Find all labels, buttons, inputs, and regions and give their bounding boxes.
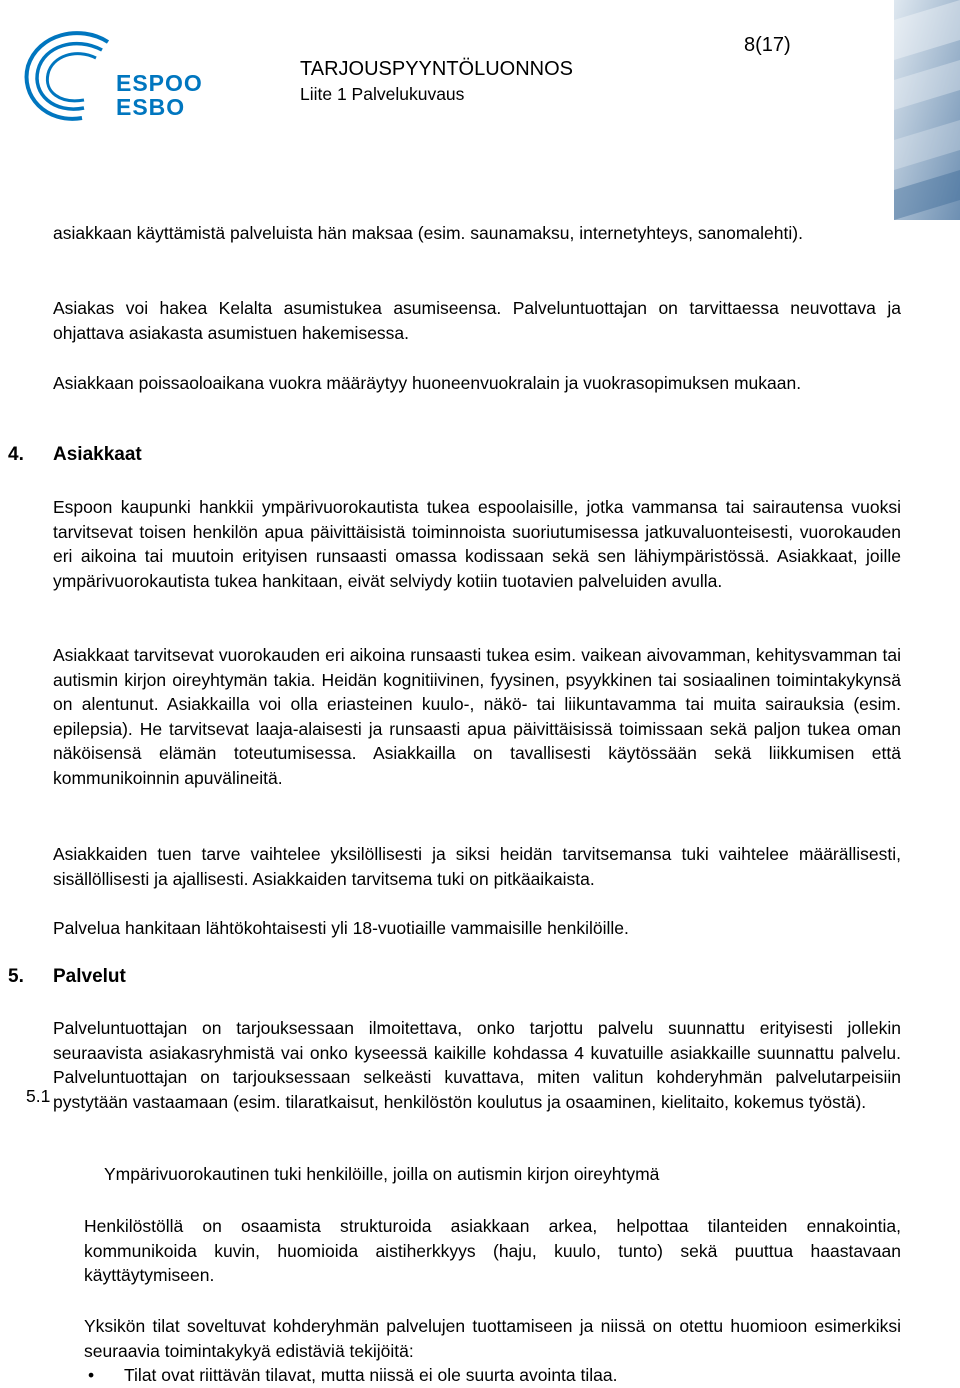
paragraph-services-offer: Palveluntuottajan on tarjouksessaan ilmoitettava, onko tarjottu palvelu suunnattu erityisesti jollekin seuraavista asiakasryhmistä vai onko kyseessä kaikille kohdassa 4 kuvatuille asiakkaille suunnattu palvelu. Palveluntuottajan on tarjouksessaan selkeästi kuvattava, miten valitun kohderyhmän palvelutarpeisiin pystytään vastaamaan (esim. tilaratkaisut, henkilöstön koulutus ja osaaminen, kielitaito, kokemus työstä).	[53, 1018, 901, 1112]
section-5-heading: Palvelut	[53, 966, 126, 987]
logo-text-esbo: ESBO	[116, 94, 186, 120]
logo-text-espoo: ESPOO	[116, 70, 203, 96]
list-item: • Tilat ovat riittävän tilavat, mutta niissä ei ole suurta avointa tilaa.	[84, 1363, 901, 1388]
paragraph-absence-rent: Asiakkaan poissaoloaikana vuokra määräytyy huoneenvuokralain ja vuokrasopimuksen mukaan.	[53, 373, 802, 393]
paragraph-clients-needs: Asiakkaat tarvitsevat vuorokauden eri aikoina runsaasti tukea esim. vaikean aivovamman, kehitysvamman tai autismin kirjon oireyhtymän takia. Heidän kognitiivinen, fyysinen, psyykkinen tai sosiaalinen toimintakykynsä on alentunut. Asiakkailla voi olla eriasteinen kuulo-, näkö- tai liikuntavamma tai muita sairauksia (esim. epilepsia). He tarvitsevat laaja-alaisesti ja runsaasti apua päivittäisissä toimissaan sekä paljon tukea oman näköisensä elämän toteutumisessa. Asiakkailla on tavallisesti käytössään sekä liikkumisen että kommunikoinnin apuvälineitä.	[53, 645, 901, 788]
paragraph-support-variation: Asiakkaiden tuen tarve vaihtelee yksilöllisesti ja siksi heidän tarvitsemansa tuki vaihtelee määrällisesti, sisällöllisesti ja ajallisesti. Asiakkaiden tarvitsema tuki on pitkäaikaista.	[53, 844, 901, 889]
corner-decoration-icon	[894, 0, 960, 220]
paragraph-age-limit: Palvelua hankitaan lähtökohtaisesti yli 18-vuotiaille vammaisille henkilöille.	[53, 918, 629, 938]
section-4-heading: Asiakkaat	[53, 444, 142, 465]
document-subtitle: Liite 1 Palvelukuvaus	[300, 84, 465, 104]
espoo-logo	[20, 20, 203, 130]
paragraph-facilities: Yksikön tilat soveltuvat kohderyhmän palvelujen tuottamiseen ja niissä on otettu huomioon esimerkiksi seuraavia toimintakykyä edistäviä tekijöitä: • Tilat ovat riittävän tilavat, mutta niissä ei ole suurta avointa tilaa.	[84, 1314, 901, 1388]
paragraph-clients-intro: Espoon kaupunki hankkii ympärivuorokautista tukea espoolaisille, jotka vammansa tai sairautensa vuoksi tarvitsevat toisen henkilön apua päivittäisistä toiminnoista suoriutumisessa jatkuvaluonteisesti, vuorokauden eri aikoina tai muutoin erityisen runsaasti omassa kodissaan sekä sen lähiympäristössä. Asiakkaat, joille ympärivuorokautista tukea hankitaan, eivät selviydy kotiin tuotavien palveluiden avulla.	[53, 497, 901, 591]
section-4-number: 4.	[8, 444, 24, 465]
document-title: TARJOUSPYYNTÖLUONNOS	[300, 58, 573, 80]
facilities-list	[84, 1363, 901, 1388]
section-5-1-number: 5.1	[26, 1086, 51, 1106]
paragraph-payments: asiakkaan käyttämistä palveluista hän maksaa (esim. saunamaksu, internetyhteys, sanomalehti).	[53, 223, 803, 243]
paragraph-housing-allowance: Asiakas voi hakea Kelalta asumistukea asumiseensa. Palveluntuottajan on tarvittaessa neuvottava ja ohjattava asiakasta asumistuen hakemisessa.	[53, 298, 901, 343]
section-5-number: 5.	[8, 966, 24, 987]
logo-swirl-icon	[20, 20, 120, 130]
paragraph-staff-skills: Henkilöstöllä on osaamista strukturoida asiakkaan arkea, helpottaa tilanteiden ennakointia, kommunikoida kuvin, huomioida aistiherkkyys (haju, kuulo, tunto) sekä puuttua haastavaan käyttäytymiseen.	[84, 1216, 901, 1285]
page-number: 8(17)	[744, 34, 791, 56]
section-5-1-heading: Ympärivuorokautinen tuki henkilöille, joilla on autismin kirjon oireyhtymä	[104, 1164, 660, 1184]
